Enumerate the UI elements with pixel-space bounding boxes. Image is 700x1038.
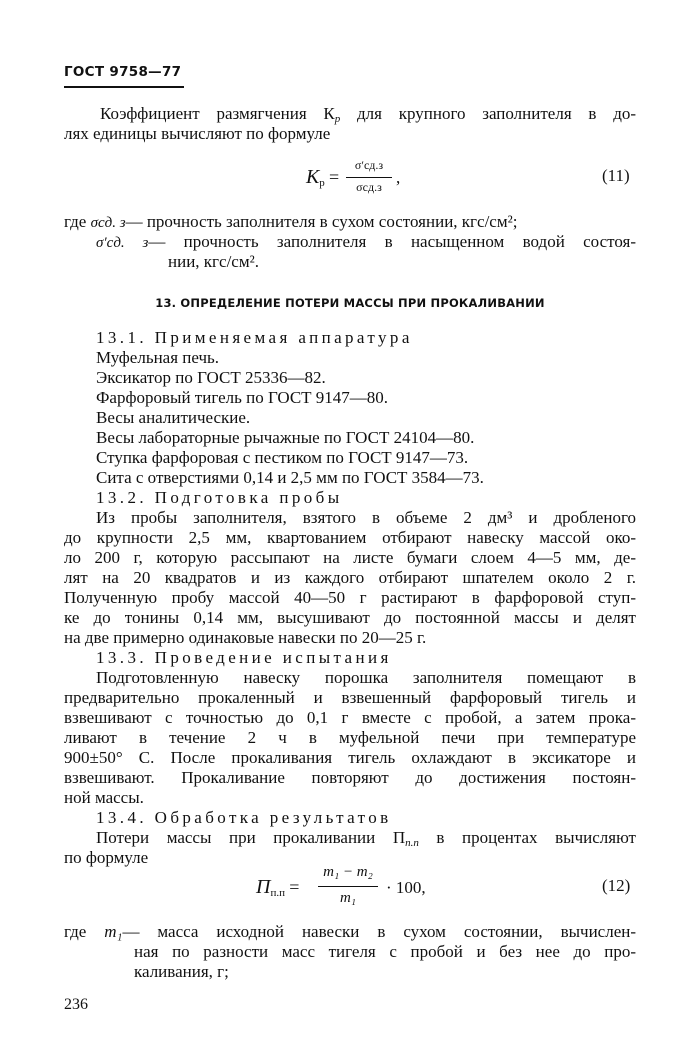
intro-text-a: Коэффициент размягчения К	[100, 104, 335, 123]
paragraph-line: ной массы.	[64, 788, 144, 807]
paragraph-line: до крупности 2,5 мм, квартованием отбирают навеску массой око-	[64, 528, 636, 547]
intro-sub: р	[334, 113, 341, 125]
formula-12-denominator: m₁	[339, 890, 357, 906]
list-item: Весы лабораторные рычажные по ГОСТ 24104—80.	[96, 428, 475, 447]
sigma-dry-symbol: σсд. з	[90, 215, 126, 231]
s13-4-text-b: в процентах вычисляют	[418, 828, 636, 847]
sigma-wet-symbol: σ′сд. з	[96, 235, 149, 251]
formula-12-numerator: m₁ − m₂	[323, 864, 373, 880]
where-12-def-c: каливания, г;	[134, 962, 229, 981]
paragraph-line: Подготовленную навеску порошка заполнителя помещают в	[96, 668, 636, 687]
intro-line-2: лях единицы вычисляют по формуле	[64, 124, 331, 143]
list-item: Муфельная печь.	[96, 348, 220, 367]
paragraph-line: Полученную пробу массой 40—50 г растирают в фарфоровой ступ-	[64, 588, 636, 607]
paragraph-line: Из пробы заполнителя, взятого в объеме 2 дм³ и дробленого	[96, 508, 636, 527]
formula-11-eq: =	[329, 167, 340, 187]
subsection-13-2-heading: 13.2. Подготовка пробы	[96, 488, 343, 507]
paragraph-line: лят на 20 квадратов и из каждого отбирают шпателем около 2 г.	[64, 568, 636, 587]
formula-12-lhs-sub: п.п	[270, 887, 285, 899]
formula-11-number: (11)	[602, 166, 630, 185]
subsection-13-3-heading: 13.3. Проведение испытания	[96, 648, 392, 667]
paragraph-line: взвешивают с точностью до 0,1 г вместе с пробой, а затем прока-	[64, 708, 636, 727]
where-12-def-a: — масса исходной навески в сухом состоянии, вычислен-	[122, 922, 637, 941]
intro-text-b: для крупного заполнителя в до-	[340, 104, 637, 123]
where-12-def-b: ная по разности масс тигеля с пробой и без нее до про-	[134, 942, 636, 961]
running-header: ГОСТ 9758—77	[64, 64, 182, 80]
subsection-13-4-heading: 13.4. Обработка результатов	[96, 808, 392, 827]
paragraph-line: взвешивают. Прокаливание повторяют до достижения постоян-	[64, 768, 636, 787]
s13-4-text-a: Потери массы при прокаливании П	[96, 828, 406, 847]
formula-12-tail: · 100,	[386, 878, 426, 897]
where-12-row-1	[64, 922, 636, 942]
formula-11	[306, 166, 339, 189]
list-item: Эксикатор по ГОСТ 25336—82.	[96, 368, 326, 387]
formula-12-lhs: П	[256, 876, 271, 898]
formula-12	[256, 876, 299, 899]
paragraph-line: ло 200 г, которую рассыпают на листе бумаги слоем 4—5 мм, де-	[64, 548, 636, 567]
paragraph-line: ке до тонины 0,14 мм, высушивают до постоянной массы и делят	[64, 608, 636, 627]
header-rule	[64, 86, 184, 88]
list-item: Фарфоровый тигель по ГОСТ 9147—80.	[96, 388, 389, 407]
formula-11-numerator: σ′сд.з	[354, 158, 384, 172]
formula-11-lhs: К	[306, 166, 320, 188]
list-item: Весы аналитические.	[96, 408, 251, 427]
where-label: где	[64, 922, 87, 941]
where-11-row-2	[96, 232, 636, 253]
paragraph-line: ливают в течение 2 ч в муфельной печи при температуре	[64, 728, 636, 747]
list-item: Ступка фарфоровая с пестиком по ГОСТ 9147—73.	[96, 448, 469, 467]
fraction-bar	[318, 886, 378, 887]
formula-12-number: (12)	[602, 876, 631, 895]
where-label: где	[64, 212, 87, 231]
m1-symbol: m₁	[104, 922, 123, 941]
where-11-def-2b: нии, кгс/см².	[168, 252, 259, 271]
page-number: 236	[64, 996, 88, 1013]
formula-12-eq: =	[289, 877, 300, 897]
list-item: Сита с отверстиями 0,14 и 2,5 мм по ГОСТ 3584—73.	[96, 468, 484, 487]
formula-11-denominator: σсд.з	[356, 180, 382, 194]
subsection-13-4-line-2: по формуле	[64, 848, 149, 867]
where-11-def-2a: — прочность заполнителя в насыщенном водой состоя-	[148, 232, 636, 251]
section-title: 13. ОПРЕДЕЛЕНИЕ ПОТЕРИ МАССЫ ПРИ ПРОКАЛИВАНИИ	[155, 296, 545, 310]
paragraph-line: предварительно прокаленный и взвешенный фарфоровый тигель и	[64, 688, 636, 707]
s13-4-sub: п.п	[405, 837, 419, 849]
paragraph-line: на две примерно одинаковые навески по 20—25 г.	[64, 628, 427, 647]
where-11-row-1	[64, 212, 517, 233]
where-11-def-1: — прочность заполнителя в сухом состоянии, кгс/см²;	[125, 212, 518, 231]
formula-11-lhs-sub: р	[319, 177, 325, 189]
subsection-13-4-line-1	[96, 828, 636, 853]
formula-11-tail: ,	[396, 168, 401, 187]
paragraph-line: 900±50° С. После прокаливания тигель охлаждают в эксикаторе и	[64, 748, 636, 767]
fraction-bar	[346, 177, 392, 178]
subsection-13-1-heading: 13.1. Применяемая аппаратура	[96, 328, 413, 347]
